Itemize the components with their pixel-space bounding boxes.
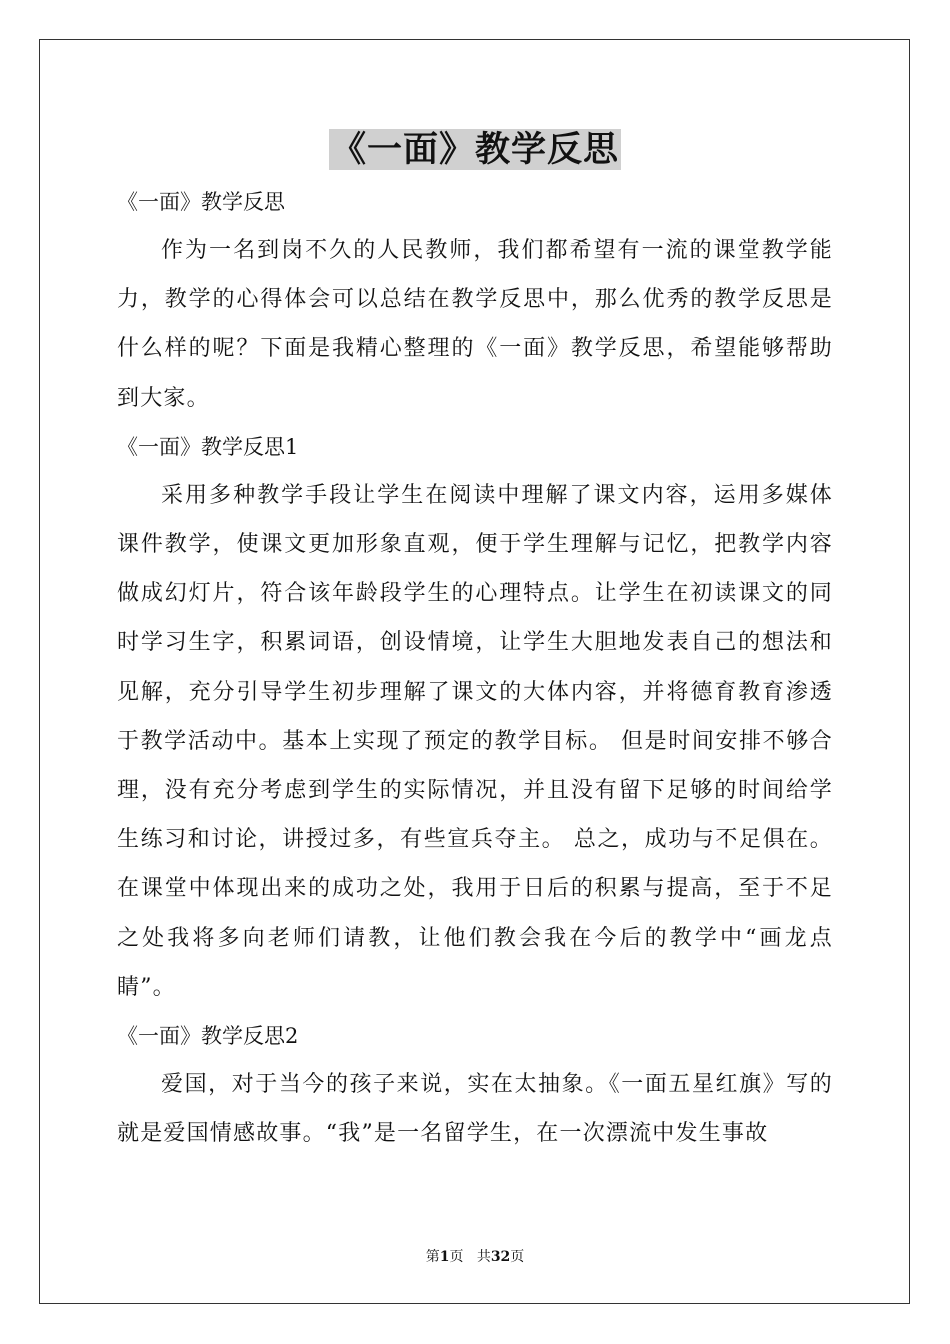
footer-page-prefix: 第 <box>425 1249 440 1265</box>
footer-total-suffix: 页 <box>510 1249 525 1265</box>
document-title-text: 《一面》教学反思 <box>330 129 619 170</box>
section-paragraph-1: 采用多种教学手段让学生在阅读中理解了课文内容，运用多媒体课件教学，使课文更加形象直观，便于学生理解与记忆，把教学内容做成幻灯片，符合该年龄段学生的心理特点。让学生在初读课文的同时学习生字，积累词语，创设情境，让学生大胆地发表自己的想法和见解，充分引导学生初步理解了课文的大体内容，并将德育教育渗透于教学活动中。基本上实现了预定的教学目标。 但是时间安排不够合理，没有充分考虑到学生的实际情况，并且没有留下足够的时间给学生练习和讨论，讲授过多，有些宣兵夺主。 总之，成功与不足俱在。在课堂中体现出来的成功之处，我用于日后的积累与提高，至于不足之处我将多向老师们请教，让他们教会我在今后的教学中“画龙点睛”。 <box>117 482 833 1000</box>
page-footer <box>0 1248 950 1266</box>
section-heading-2: 《一面》教学反思2 <box>117 1024 299 1049</box>
section-heading-intro: 《一面》教学反思 <box>117 190 285 214</box>
document-title <box>0 128 950 172</box>
section-paragraph-2: 爱国，对于当今的孩子来说，实在太抽象。《一面五星红旗》写的就是爱国情感故事。“我”是一名留学生，在一次漂流中发生事故 <box>117 1072 833 1147</box>
footer-total-pages: 32 <box>490 1249 511 1265</box>
document-body <box>117 178 833 1158</box>
footer-total-prefix: 共 <box>476 1249 491 1265</box>
section-heading-1: 《一面》教学反思1 <box>117 434 299 459</box>
footer-page-suffix: 页 <box>449 1249 464 1265</box>
footer-page-number: 1 <box>439 1249 450 1265</box>
section-paragraph-intro: 作为一名到岗不久的人民教师，我们都希望有一流的课堂教学能力，教学的心得体会可以总结在教学反思中，那么优秀的教学反思是什么样的呢？下面是我精心整理的《一面》教学反思，希望能够帮助到大家。 <box>117 238 833 411</box>
